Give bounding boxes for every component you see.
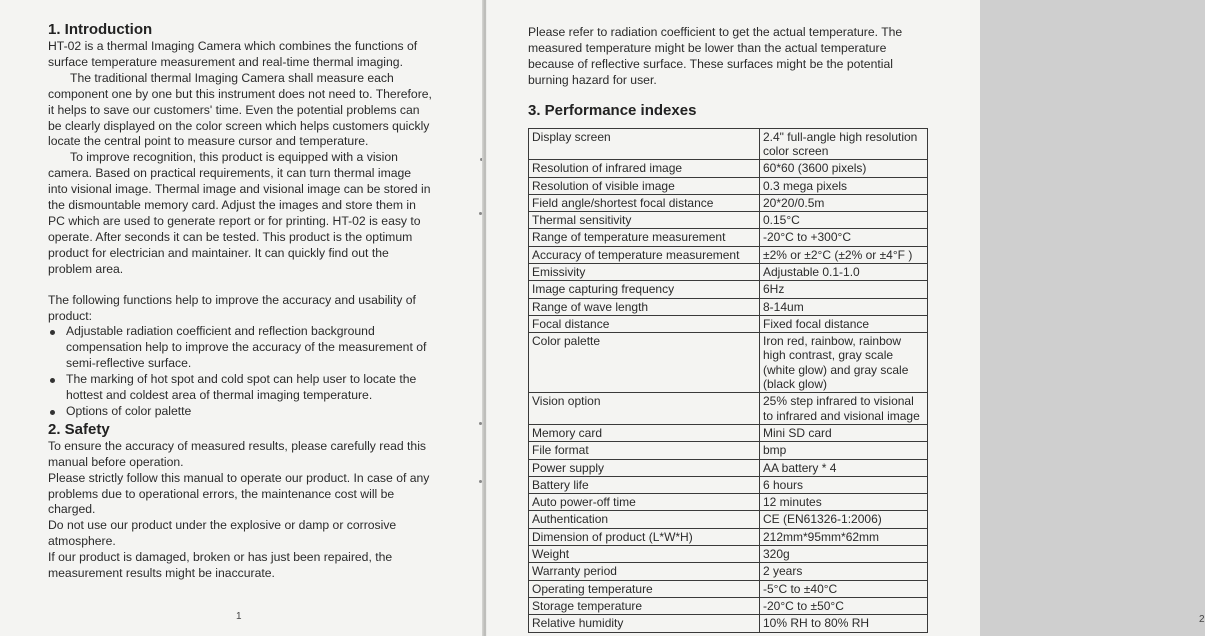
safety-paragraph: Please strictly follow this manual to operate our product. In case of any problems due to operational errors, the maintenance cost will be charged. [48, 470, 430, 517]
spec-value: 60*60 (3600 pixels) [760, 160, 928, 177]
spec-key: Range of wave length [529, 298, 760, 315]
spec-row [529, 459, 928, 476]
spec-value: 8-14um [760, 298, 928, 315]
safety-paragraph: If our product is damaged, broken or has just been repaired, the measurement results might be inaccurate. [48, 550, 393, 581]
spec-value: CE (EN61326-1:2006) [760, 511, 928, 528]
spec-value: 2 years [760, 563, 928, 580]
spec-value: -20°C to ±50°C [760, 597, 928, 614]
spec-value: 212mm*95mm*62mm [760, 528, 928, 545]
spec-row [529, 393, 928, 425]
reflective-surface-notice: Please refer to radiation coefficient to get the actual temperature. The measured temperature might be lower than the actual temperature because of reflective surface. These surfaces might be the potential burning hazard for user. [528, 25, 903, 87]
introduction-heading: 1. Introduction [48, 21, 153, 38]
spec-row [529, 229, 928, 246]
spec-row [529, 580, 928, 597]
spec-key: Warranty period [529, 563, 760, 580]
spec-key: Thermal sensitivity [529, 212, 760, 229]
spec-key: Memory card [529, 424, 760, 441]
spec-key: Display screen [529, 128, 760, 160]
spec-value: 6 hours [760, 476, 928, 493]
spec-row [529, 476, 928, 493]
spec-row [529, 246, 928, 263]
page-number: 1 [236, 611, 242, 622]
spec-value: 2.4" full-angle high resolution color screen [760, 128, 928, 160]
spec-key: Operating temperature [529, 580, 760, 597]
spec-row [529, 194, 928, 211]
spec-key: Range of temperature measurement [529, 229, 760, 246]
safety-paragraph: Do not use our product under the explosive or damp or corrosive atmosphere. [48, 518, 397, 549]
spec-row [529, 615, 928, 632]
spec-key: Focal distance [529, 315, 760, 332]
spec-row [529, 315, 928, 332]
spec-key: Weight [529, 546, 760, 563]
function-item: Adjustable radiation coefficient and reflection background compensation help to improve the accuracy of the measurement of semi-reflective surface. [48, 324, 434, 372]
spec-row [529, 424, 928, 441]
spec-key: Auto power-off time [529, 494, 760, 511]
spec-value: 0.15°C [760, 212, 928, 229]
spec-value: Fixed focal distance [760, 315, 928, 332]
spec-row [529, 442, 928, 459]
spec-key: Vision option [529, 393, 760, 425]
spec-key: Color palette [529, 333, 760, 393]
spec-value: ±2% or ±2°C (±2% or ±4°F ) [760, 246, 928, 263]
spec-value: Adjustable 0.1-1.0 [760, 264, 928, 281]
spec-value: 10% RH to 80% RH [760, 615, 928, 632]
spec-row [529, 281, 928, 298]
spec-key: Relative humidity [529, 615, 760, 632]
spec-value: bmp [760, 442, 928, 459]
spec-key: Resolution of infrared image [529, 160, 760, 177]
spec-value: 320g [760, 546, 928, 563]
spec-key: Power supply [529, 459, 760, 476]
spec-row [529, 212, 928, 229]
spec-value: 20*20/0.5m [760, 194, 928, 211]
spec-key: Storage temperature [529, 597, 760, 614]
safety-paragraph: To ensure the accuracy of measured results, please carefully read this manual before operation. [48, 438, 427, 469]
spec-key: File format [529, 442, 760, 459]
spec-key: Battery life [529, 476, 760, 493]
spec-key: Resolution of visible image [529, 177, 760, 194]
left-page [0, 0, 484, 636]
spec-row [529, 333, 928, 393]
spec-value: Mini SD card [760, 424, 928, 441]
function-item: Options of color palette [48, 404, 434, 420]
spec-key: Image capturing frequency [529, 281, 760, 298]
safety-heading: 2. Safety [48, 420, 110, 438]
function-item: The marking of hot spot and cold spot can help user to locate the hottest and coldest area of thermal imaging temperature. [48, 372, 434, 404]
spec-row [529, 494, 928, 511]
spec-row [529, 528, 928, 545]
intro-paragraph: The traditional thermal Imaging Camera shall measure each component one by one but this instrument does not need to. Therefore, it helps to save our customers' time. Even the potential problems can be clearly displayed on the color screen which helps customers quickly locate the central point to measure cursor and temperature. [48, 70, 432, 149]
spec-row [529, 597, 928, 614]
intro-paragraph: HT-02 is a thermal Imaging Camera which combines the functions of surface temperature measurement and real-time thermal imaging. [48, 39, 418, 69]
performance-table [528, 128, 928, 633]
spec-row [529, 546, 928, 563]
spec-value: 6Hz [760, 281, 928, 298]
page-number: 2 [1199, 614, 1205, 625]
left-page-content [48, 20, 434, 582]
spec-row [529, 511, 928, 528]
spec-row [529, 177, 928, 194]
spec-row [529, 563, 928, 580]
spec-value: Iron red, rainbow, rainbow high contrast, gray scale (white glow) and gray scale (black glow) [760, 333, 928, 393]
spec-value: -20°C to +300°C [760, 229, 928, 246]
spec-value: 12 minutes [760, 494, 928, 511]
functions-list [48, 324, 434, 419]
spec-value: AA battery * 4 [760, 459, 928, 476]
spec-key: Field angle/shortest focal distance [529, 194, 760, 211]
spec-row [529, 160, 928, 177]
intro-paragraph: To improve recognition, this product is equipped with a vision camera. Based on practical requirements, it can turn thermal image into visional image. Thermal image and visional image can be stored in the dismountable memory card. Adjust the images and store them in PC which are used to generate report or for printing. HT-02 is easy to operate. After seconds it can be tested. This product is the optimum product for electrician and maintainer. It can quickly find out the problem area. [48, 150, 431, 276]
spec-row [529, 298, 928, 315]
spec-key: Authentication [529, 511, 760, 528]
functions-intro: The following functions help to improve the accuracy and usability of product: [48, 292, 416, 323]
right-page-content [528, 25, 928, 633]
spec-value: 0.3 mega pixels [760, 177, 928, 194]
spec-value: 25% step infrared to visional to infrared and visional image [760, 393, 928, 425]
spec-value: -5°C to ±40°C [760, 580, 928, 597]
spec-row [529, 128, 928, 160]
spec-row [529, 264, 928, 281]
spec-key: Dimension of product (L*W*H) [529, 528, 760, 545]
performance-heading: 3. Performance indexes [528, 101, 697, 119]
spec-key: Emissivity [529, 264, 760, 281]
spec-key: Accuracy of temperature measurement [529, 246, 760, 263]
